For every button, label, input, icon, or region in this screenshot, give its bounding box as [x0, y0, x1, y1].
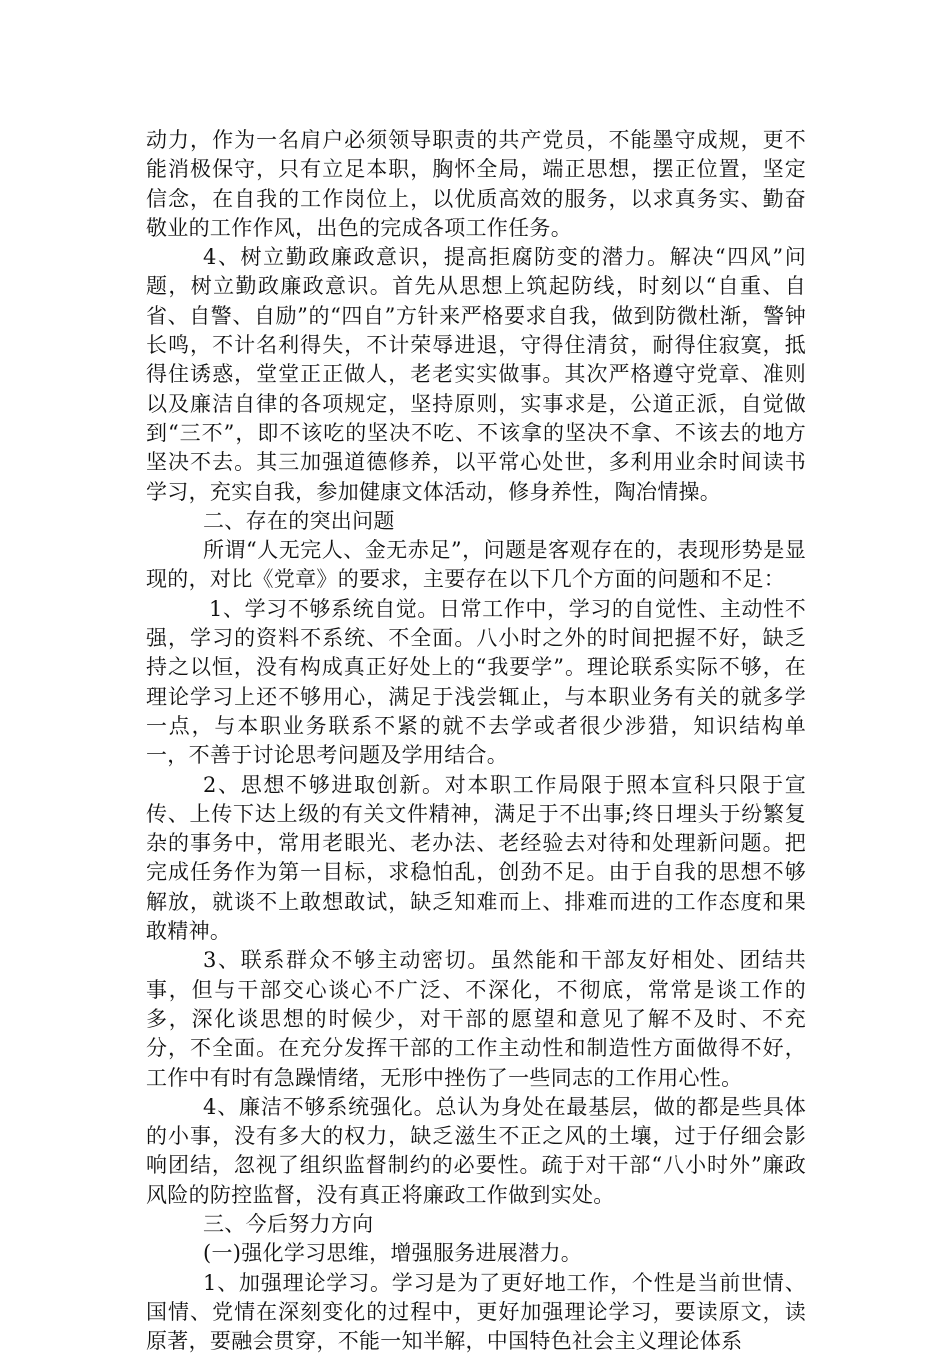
paragraph-problem-4: 4、廉洁不够系统强化。总认为身处在最基层，做的都是些具体的小事，没有多大的权力，缺乏滋生不正之风的土壤，过于仔细会影响团结，忽视了组织监督制约的必要性。疏于对干部“八小时外”廉政风险的防控监督，没有真正将廉政工作做到实处。 — [146, 1094, 806, 1207]
subsection-heading-learning: (一)强化学习思维，增强服务进展潜力。 — [203, 1241, 583, 1266]
section-heading-problems: 二、存在的突出问题 — [203, 508, 395, 533]
section-heading-direction: 三、今后努力方向 — [203, 1211, 374, 1236]
paragraph-problem-2: 2、思想不够进取创新。对本职工作局限于照本宣科只限于宣传、上传下达上级的有关文件精神，满足于不出事;终日埋头于纷繁复杂的事务中，常用老眼光、老办法、老经验去对待和处理新问题。把完成任务作为第一目标，求稳怕乱，创劲不足。由于自我的思想不够解放，就谈不上敢想敢试，缺乏知难而上、排难而进的工作态度和果敢精神。 — [146, 772, 806, 944]
paragraph-direction-1: 1、加强理论学习。学习是为了更好地工作，个性是当前世情、国情、党情在深刻变化的过程中，更好加强理论学习，要读原文，读原著，要融会贯穿，不能一知半解，中国特色社会主义理论体系 — [146, 1270, 806, 1354]
paragraph-problems-intro: 所谓“人无完人、金无赤足”，问题是客观存在的，表现形势是显现的，对比《党章》的要求，主要存在以下几个方面的问题和不足： — [146, 538, 806, 592]
paragraph-problem-1: 1、学习不够系统自觉。日常工作中，学习的自觉性、主动性不强，学习的资料不系统、不全面。八小时之外的时间把握不好，缺乏持之以恒，没有构成真正好处上的“我要学”。理论联系实际不够，在理论学习上还不够用心，满足于浅尝辄止，与本职业务有关的就多学一点，与本职业务联系不紧的就不去学或者很少涉猎，知识结构单一，不善于讨论思考问题及学用结合。 — [146, 596, 806, 768]
paragraph-continuation: 动力，作为一名肩户必须领导职责的共产党员，不能墨守成规，更不能消极保守，只有立足本职，胸怀全局，端正思想，摆正位置，坚定信念，在自我的工作岗位上，以优质高效的服务，以求真务实、勤奋敬业的工作作风，出色的完成各项工作任务。 — [146, 128, 806, 240]
paragraph-problem-3: 3、联系群众不够主动密切。虽然能和干部友好相处、团结共事，但与干部交心谈心不广泛、不深化，不彻底，常常是谈工作的多，深化谈思想的时候少，对干部的愿望和意见了解不及时、不充分，不全面。在充分发挥干部的工作主动性和制造性方面做得不好，工作中有时有急躁情绪，无形中挫伤了一些同志的工作用心性。 — [146, 948, 806, 1090]
document-body — [146, 126, 806, 1356]
paragraph-item-4-integrity: 4、树立勤政廉政意识，提高拒腐防变的潜力。解决“四风”问题，树立勤政廉政意识。首先从思想上筑起防线，时刻以“自重、自省、自警、自励”的“四自”方针来严格要求自我，做到防微杜渐，警钟长鸣，不计名利得失，不计荣辱进退，守得住清贫，耐得住寂寞，抵得住诱惑，堂堂正正做人，老老实实做事。其次严格遵守党章、准则以及廉洁自律的各项规定，坚持原则，实事求是，公道正派，自觉做到“三不”，即不该吃的坚决不吃、不该拿的坚决不拿、不该去的地方坚决不去。其三加强道德修养，以平常心处世，多利用业余时间读书学习，充实自我，参加健康文体活动，修身养性，陶冶情操。 — [146, 245, 806, 504]
